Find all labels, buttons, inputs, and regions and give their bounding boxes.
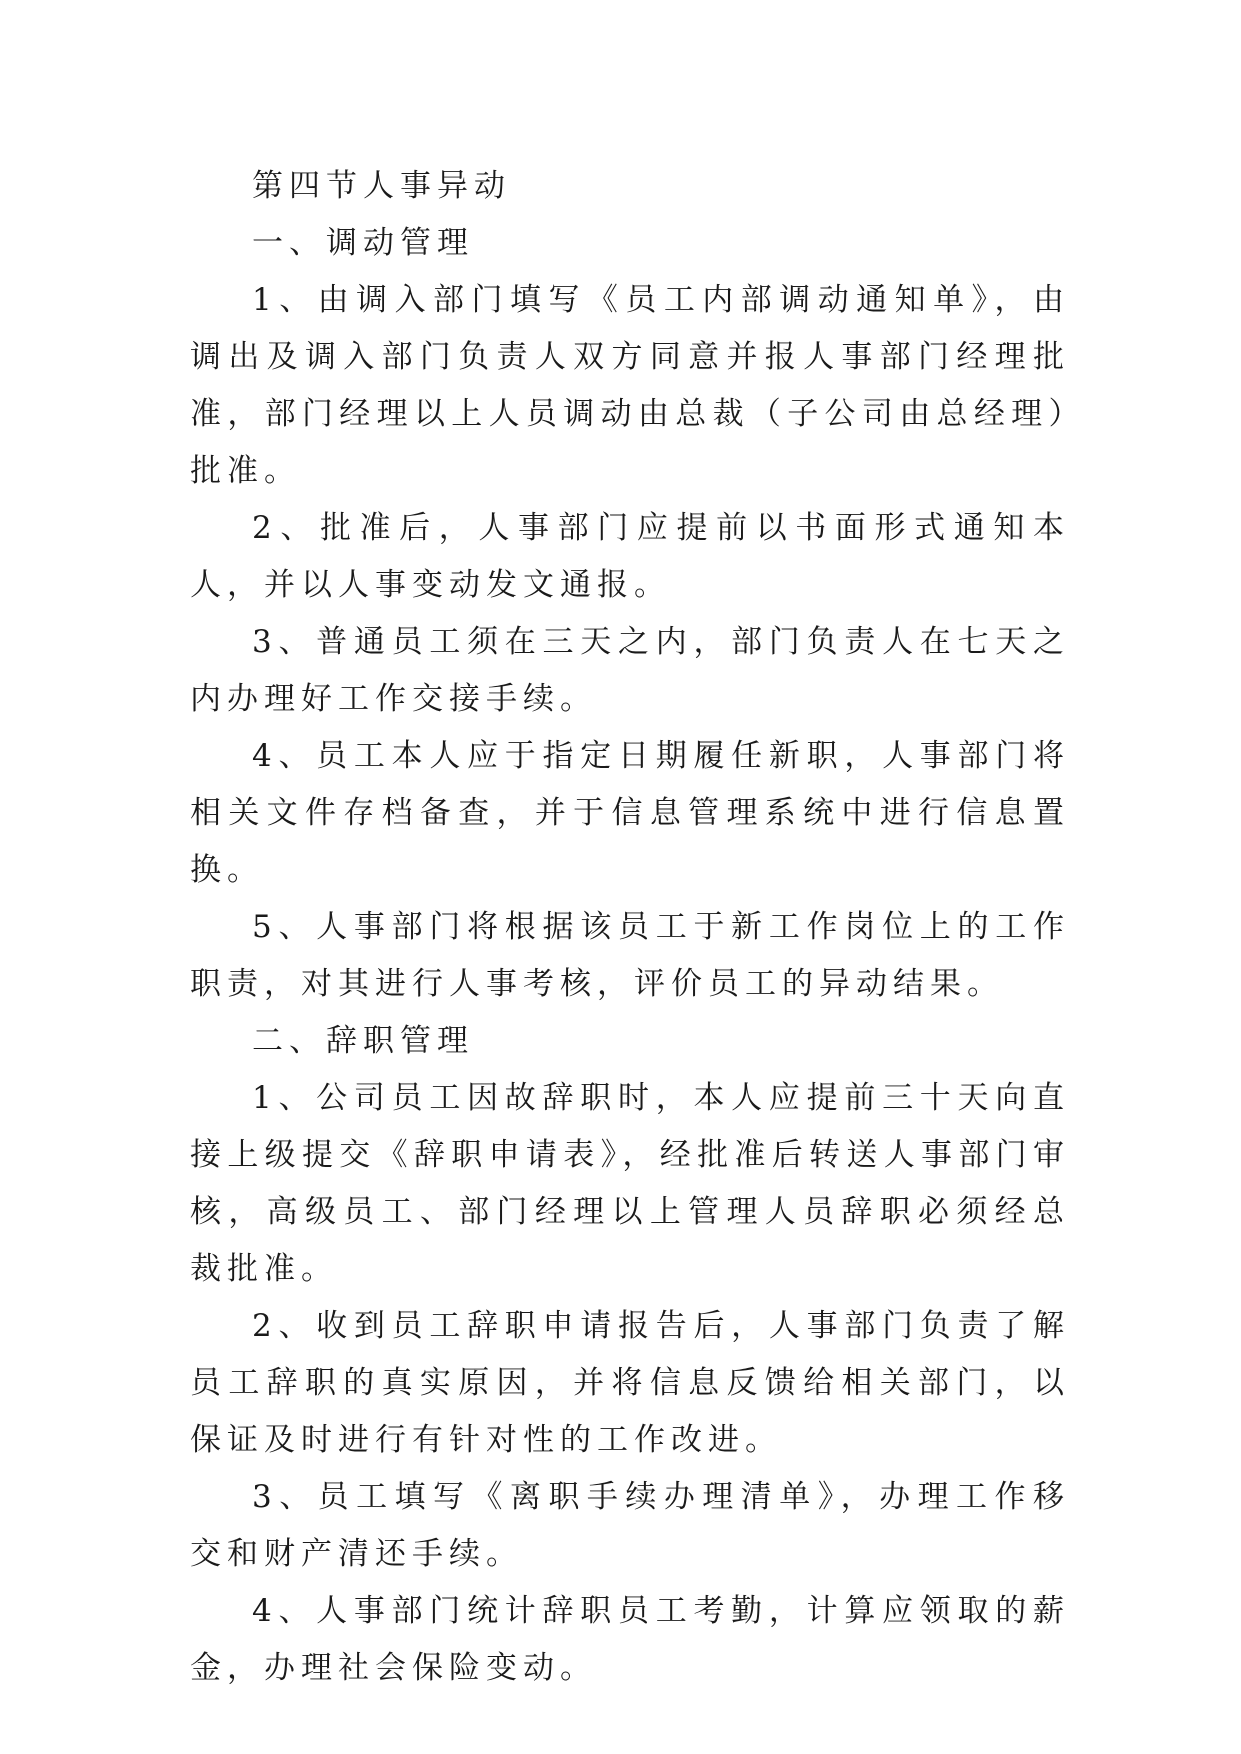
paragraph: 5、人事部门将根据该员工于新工作岗位上的工作职责，对其进行人事考核，评价员工的异动结果。 [190,909,1070,1002]
paragraph: 4、员工本人应于指定日期履任新职，人事部门将相关文件存档备查，并于信息管理系统中进行信息置换。 [190,738,1070,888]
paragraph: 3、普通员工须在三天之内，部门负责人在七天之内办理好工作交接手续。 [190,624,1070,717]
document-body [190,158,1070,1697]
paragraph: 1、公司员工因故辞职时，本人应提前三十天向直接上级提交《辞职申请表》，经批准后转送人事部门审核，高级员工、部门经理以上管理人员辞职必须经总裁批准。 [190,1080,1070,1287]
paragraph: 1、由调入部门填写《员工内部调动通知单》，由调出及调入部门负责人双方同意并报人事部门经理批准，部门经理以上人员调动由总裁（子公司由总经理）批准。 [190,282,1070,489]
paragraph: 4、人事部门统计辞职员工考勤，计算应领取的薪金，办理社会保险变动。 [190,1593,1070,1686]
paragraph: 3、员工填写《离职手续办理清单》，办理工作移交和财产清还手续。 [190,1479,1070,1572]
subsection-heading-transfer: 一、调动管理 [252,225,474,261]
paragraph: 2、批准后，人事部门应提前以书面形式通知本人，并以人事变动发文通报。 [190,510,1070,603]
subsection-heading-resignation: 二、辞职管理 [252,1023,474,1059]
paragraph: 2、收到员工辞职申请报告后，人事部门负责了解员工辞职的真实原因，并将信息反馈给相关部门，以保证及时进行有针对性的工作改进。 [190,1308,1070,1458]
section-title: 第四节人事异动 [252,168,511,204]
